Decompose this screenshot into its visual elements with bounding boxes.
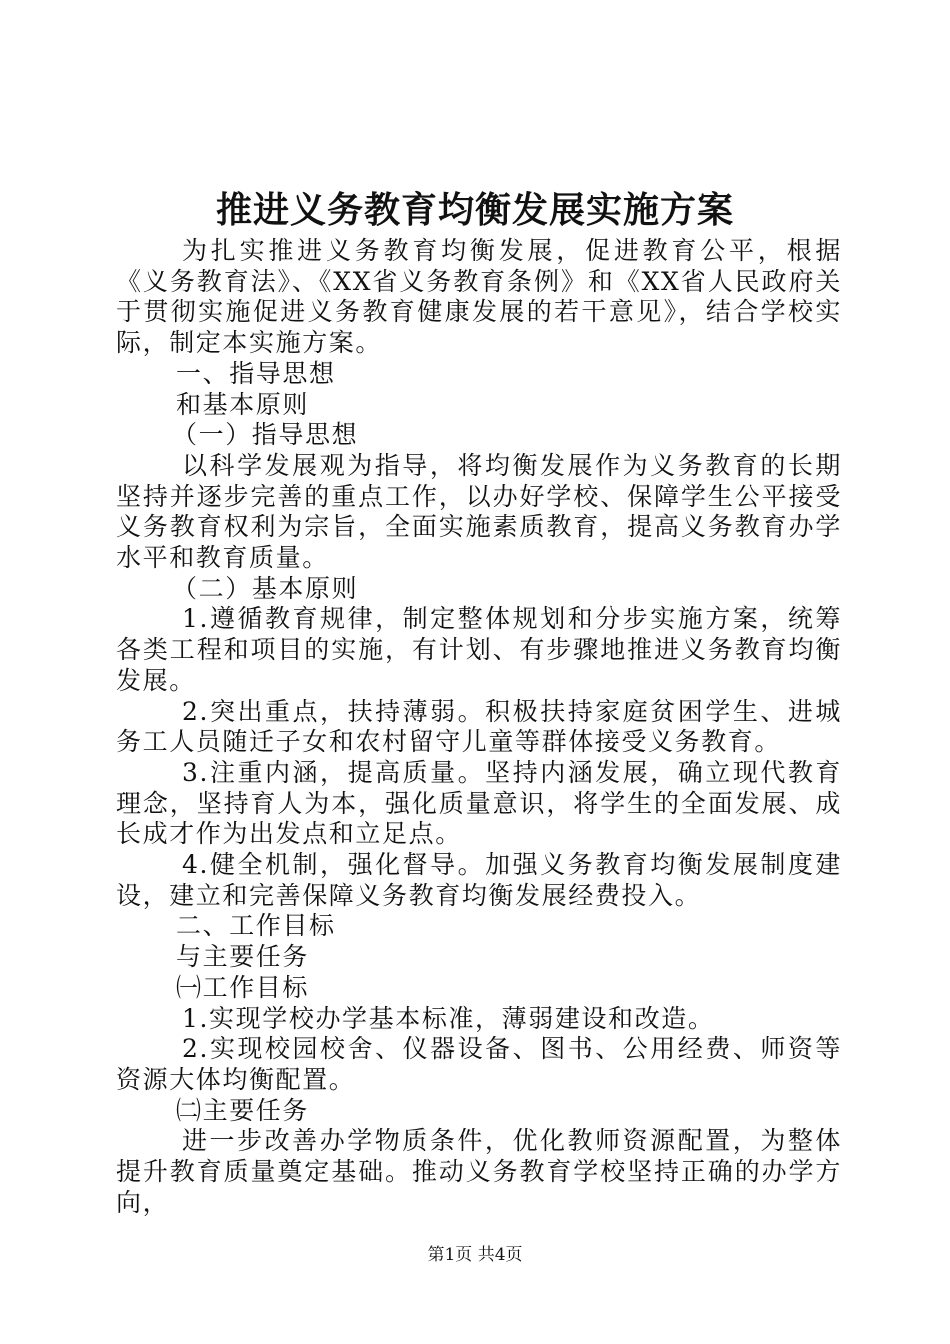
paragraph-tasks: 进一步改善办学物质条件，优化教师资源配置，为整体提升教育质量奠定基础。推动义务教育学校坚持正确的办学方向，: [116, 1126, 842, 1217]
section-heading-2-cont: 与主要任务: [176, 942, 310, 972]
subsection-heading-guiding: （一）指导思想: [172, 420, 359, 450]
paragraph-goal-1: 1.实现学校办学基本标准，薄弱建设和改造。: [182, 1003, 715, 1033]
section-heading-1: 一、指导思想: [176, 358, 336, 388]
section-heading-2: 二、工作目标: [176, 911, 336, 941]
paragraph-principle-4: 4.健全机制，强化督导。加强义务教育均衡发展制度建设，建立和完善保障义务教育均衡发展经费投入。: [116, 850, 842, 910]
subsection-heading-principles: （二）基本原则: [172, 573, 359, 603]
subsection-heading-tasks: ㈡主要任务: [176, 1095, 310, 1125]
section-heading-1-cont: 和基本原则: [176, 389, 310, 419]
page-footer: 第1页 共4页: [427, 1245, 523, 1265]
paragraph-guiding: 以科学发展观为指导，将均衡发展作为义务教育的长期坚持并逐步完善的重点工作，以办好学校、保障学生公平接受义务教育权利为宗旨，全面实施素质教育，提高义务教育办学水平和教育质量。: [116, 450, 842, 573]
paragraph-principle-1: 1.遵循教育规律，制定整体规划和分步实施方案，统筹各类工程和项目的实施，有计划、有步骤地推进义务教育均衡发展。: [116, 604, 842, 695]
document-title: 推进义务教育均衡发展实施方案: [215, 189, 734, 231]
paragraph-principle-3: 3.注重内涵，提高质量。坚持内涵发展，确立现代教育理念，坚持育人为本，强化质量意识，将学生的全面发展、成长成才作为出发点和立足点。: [116, 757, 842, 849]
document-body: [116, 236, 842, 1219]
paragraph-intro: 为扎实推进义务教育均衡发展，促进教育公平，根据《义务教育法》、《XX省义务教育条例》和《XX省人民政府关于贯彻实施促进义务教育健康发展的若干意见》，结合学校实际，制定本实施方案。: [116, 236, 842, 358]
paragraph-goal-2: 2.实现校园校舍、仪器设备、图书、公用经费、师资等资源大体均衡配置。: [116, 1034, 842, 1094]
subsection-heading-goals: ㈠工作目标: [176, 972, 310, 1002]
paragraph-principle-2: 2.突出重点，扶持薄弱。积极扶持家庭贫困学生、进城务工人员随迁子女和农村留守儿童等群体接受义务教育。: [116, 696, 842, 757]
